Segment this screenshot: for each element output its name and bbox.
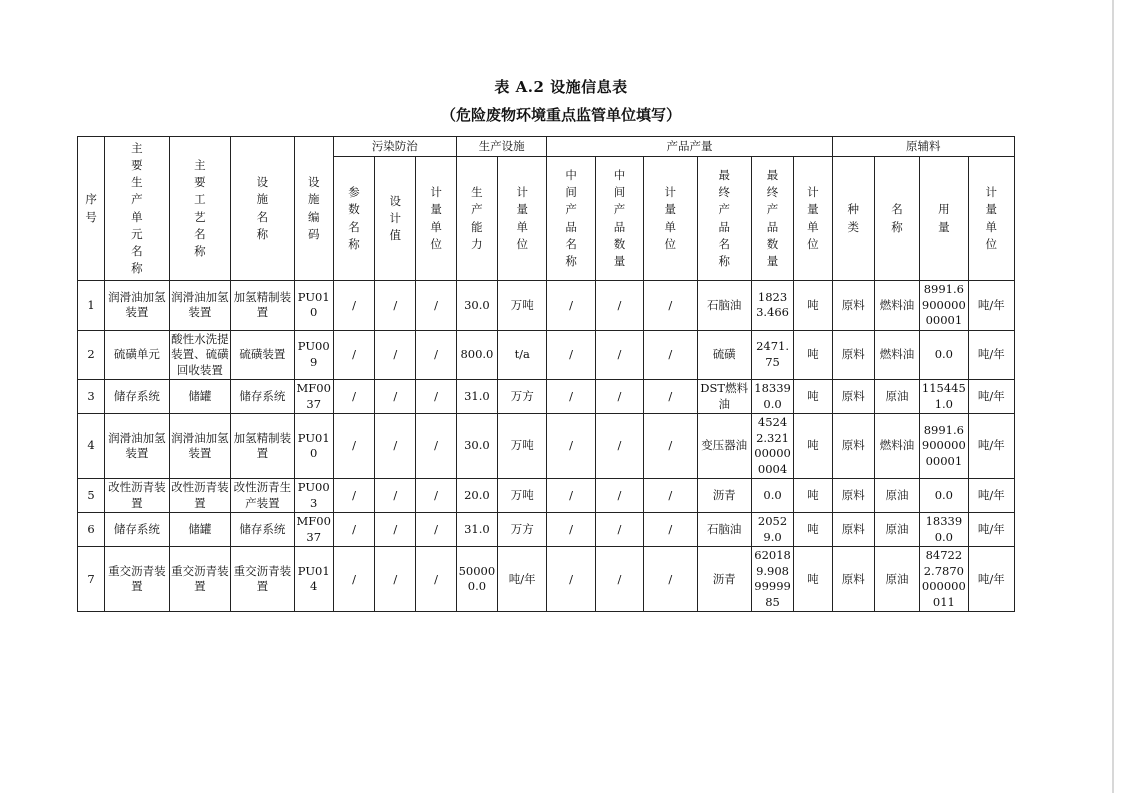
cell-code: MF0037 (294, 513, 333, 547)
cell-mat-type: 原料 (832, 479, 874, 513)
cell-design: / (375, 414, 416, 479)
cell-inter-qty: / (595, 414, 643, 479)
cell-design: / (375, 380, 416, 414)
cell-inter-name: / (547, 330, 595, 380)
cell-mat-name: 燃料油 (874, 414, 919, 479)
cell-pollution-unit: / (416, 414, 456, 479)
table-title: 表 A.2 设施信息表 (494, 78, 628, 96)
cell-inter-name: / (547, 380, 595, 414)
cell-unit: 硫磺单元 (105, 330, 169, 380)
cell-final-qty: 45242.321000000004 (751, 414, 793, 479)
cell-final-unit: 吨 (794, 281, 832, 331)
cell-inter-name: / (547, 479, 595, 513)
cell-capacity-unit: t/a (498, 330, 547, 380)
cell-pollution-unit: / (416, 547, 456, 612)
cell-capacity-unit: 万吨 (498, 479, 547, 513)
cell-pollution-unit: / (416, 281, 456, 331)
cell-facility: 改性沥青生产装置 (231, 479, 294, 513)
header-inter-unit: 计量单位 (644, 157, 697, 281)
cell-final-unit: 吨 (794, 380, 832, 414)
cell-capacity: 30.0 (456, 281, 497, 331)
cell-mat-usage: 8991.690000000001 (920, 414, 968, 479)
header-mat-type: 种类 (832, 157, 874, 281)
cell-capacity-unit: 万方 (498, 380, 547, 414)
cell-mat-unit: 吨/年 (968, 414, 1014, 479)
cell-param: / (333, 513, 374, 547)
header-final-name: 最终产品名称 (697, 157, 751, 281)
cell-final-name: 石脑油 (697, 513, 751, 547)
cell-inter-unit: / (644, 414, 697, 479)
table-row (78, 479, 1015, 513)
header-pollution-group: 污染防治 (333, 137, 456, 157)
cell-mat-name: 原油 (874, 513, 919, 547)
cell-seq: 2 (78, 330, 105, 380)
header-mat-name: 名称 (874, 157, 919, 281)
cell-unit: 润滑油加氢装置 (105, 281, 169, 331)
cell-code: PU009 (294, 330, 333, 380)
header-mat-unit: 计量单位 (968, 157, 1014, 281)
cell-capacity: 20.0 (456, 479, 497, 513)
cell-capacity: 31.0 (456, 513, 497, 547)
cell-facility: 储存系统 (231, 513, 294, 547)
cell-inter-name: / (547, 547, 595, 612)
cell-mat-usage: 1154451.0 (920, 380, 968, 414)
cell-mat-name: 燃料油 (874, 281, 919, 331)
cell-mat-unit: 吨/年 (968, 281, 1014, 331)
header-inter-name: 中间产品名称 (547, 157, 595, 281)
header-product-group: 产品产量 (547, 137, 832, 157)
cell-inter-name: / (547, 414, 595, 479)
cell-code: PU010 (294, 414, 333, 479)
cell-final-name: 沥青 (697, 547, 751, 612)
cell-unit: 储存系统 (105, 380, 169, 414)
cell-mat-type: 原料 (832, 547, 874, 612)
cell-final-name: 沥青 (697, 479, 751, 513)
cell-final-unit: 吨 (794, 414, 832, 479)
header-process: 主要工艺名称 (169, 137, 230, 281)
cell-param: / (333, 479, 374, 513)
header-inter-qty: 中间产品数量 (595, 157, 643, 281)
cell-inter-unit: / (644, 330, 697, 380)
header-code: 设施编码 (294, 137, 333, 281)
header-facility: 设施名称 (231, 137, 294, 281)
cell-mat-name: 燃料油 (874, 330, 919, 380)
cell-param: / (333, 330, 374, 380)
cell-process: 储罐 (169, 380, 230, 414)
cell-seq: 3 (78, 380, 105, 414)
cell-design: / (375, 479, 416, 513)
cell-design: / (375, 547, 416, 612)
facility-info-table (77, 136, 1015, 612)
cell-seq: 6 (78, 513, 105, 547)
cell-mat-unit: 吨/年 (968, 547, 1014, 612)
cell-inter-qty: / (595, 380, 643, 414)
header-final-qty: 最终产品数量 (751, 157, 793, 281)
cell-design: / (375, 513, 416, 547)
header-seq: 序号 (78, 137, 105, 281)
cell-code: PU014 (294, 547, 333, 612)
cell-final-name: DST燃料油 (697, 380, 751, 414)
cell-mat-name: 原油 (874, 547, 919, 612)
cell-pollution-unit: / (416, 380, 456, 414)
cell-inter-unit: / (644, 513, 697, 547)
cell-final-name: 石脑油 (697, 281, 751, 331)
header-final-unit: 计量单位 (794, 157, 832, 281)
cell-inter-unit: / (644, 547, 697, 612)
cell-inter-qty: / (595, 330, 643, 380)
cell-unit: 润滑油加氢装置 (105, 414, 169, 479)
cell-final-qty: 620189.9089999985 (751, 547, 793, 612)
cell-mat-usage: 183390.0 (920, 513, 968, 547)
cell-capacity-unit: 万吨 (498, 281, 547, 331)
cell-process: 酸性水洗提装置、硫磺回收装置 (169, 330, 230, 380)
cell-final-qty: 20529.0 (751, 513, 793, 547)
cell-final-unit: 吨 (794, 479, 832, 513)
cell-seq: 5 (78, 479, 105, 513)
cell-mat-unit: 吨/年 (968, 513, 1014, 547)
table-row (78, 380, 1015, 414)
table-subtitle: （危险废物环境重点监管单位填写） (440, 106, 681, 124)
cell-param: / (333, 414, 374, 479)
cell-mat-type: 原料 (832, 330, 874, 380)
cell-mat-unit: 吨/年 (968, 380, 1014, 414)
header-capacity: 生产能力 (456, 157, 497, 281)
cell-mat-unit: 吨/年 (968, 479, 1014, 513)
cell-inter-qty: / (595, 513, 643, 547)
cell-code: MF0037 (294, 380, 333, 414)
cell-capacity: 500000.0 (456, 547, 497, 612)
cell-design: / (375, 281, 416, 331)
cell-pollution-unit: / (416, 479, 456, 513)
cell-capacity: 31.0 (456, 380, 497, 414)
cell-facility: 加氢精制装置 (231, 281, 294, 331)
cell-process: 润滑油加氢装置 (169, 281, 230, 331)
cell-inter-unit: / (644, 281, 697, 331)
cell-facility: 重交沥青装置 (231, 547, 294, 612)
cell-unit: 改性沥青装置 (105, 479, 169, 513)
cell-pollution-unit: / (416, 330, 456, 380)
cell-seq: 1 (78, 281, 105, 331)
cell-process: 储罐 (169, 513, 230, 547)
cell-inter-name: / (547, 281, 595, 331)
cell-mat-usage: 0.0 (920, 479, 968, 513)
cell-mat-usage: 8991.690000000001 (920, 281, 968, 331)
cell-inter-name: / (547, 513, 595, 547)
cell-final-qty: 2471.75 (751, 330, 793, 380)
cell-mat-type: 原料 (832, 380, 874, 414)
cell-capacity: 800.0 (456, 330, 497, 380)
cell-facility: 硫磺装置 (231, 330, 294, 380)
cell-inter-unit: / (644, 380, 697, 414)
table-row (78, 281, 1015, 331)
cell-final-unit: 吨 (794, 330, 832, 380)
cell-mat-type: 原料 (832, 281, 874, 331)
cell-final-qty: 18233.466 (751, 281, 793, 331)
table-row (78, 513, 1015, 547)
cell-process: 改性沥青装置 (169, 479, 230, 513)
cell-seq: 7 (78, 547, 105, 612)
cell-mat-name: 原油 (874, 479, 919, 513)
cell-design: / (375, 330, 416, 380)
cell-param: / (333, 547, 374, 612)
cell-pollution-unit: / (416, 513, 456, 547)
cell-facility: 加氢精制装置 (231, 414, 294, 479)
cell-mat-type: 原料 (832, 414, 874, 479)
cell-final-qty: 0.0 (751, 479, 793, 513)
cell-mat-usage: 847222.7870000000011 (920, 547, 968, 612)
cell-inter-qty: / (595, 479, 643, 513)
table-row (78, 330, 1015, 380)
header-design: 设计值 (375, 157, 416, 281)
header-mat-usage: 用量 (920, 157, 968, 281)
header-pollution-unit: 计量单位 (416, 157, 456, 281)
cell-process: 润滑油加氢装置 (169, 414, 230, 479)
cell-code: PU003 (294, 479, 333, 513)
cell-param: / (333, 380, 374, 414)
header-param: 参数名称 (333, 157, 374, 281)
cell-param: / (333, 281, 374, 331)
header-material-group: 原辅料 (832, 137, 1014, 157)
cell-mat-type: 原料 (832, 513, 874, 547)
table-row (78, 547, 1015, 612)
cell-final-name: 硫磺 (697, 330, 751, 380)
cell-final-unit: 吨 (794, 513, 832, 547)
cell-inter-qty: / (595, 547, 643, 612)
cell-final-qty: 183390.0 (751, 380, 793, 414)
header-production-group: 生产设施 (456, 137, 547, 157)
cell-capacity-unit: 吨/年 (498, 547, 547, 612)
cell-capacity-unit: 万方 (498, 513, 547, 547)
header-capacity-unit: 计量单位 (498, 157, 547, 281)
cell-inter-qty: / (595, 281, 643, 331)
cell-unit: 储存系统 (105, 513, 169, 547)
cell-unit: 重交沥青装置 (105, 547, 169, 612)
cell-code: PU010 (294, 281, 333, 331)
header-unit: 主要生产单元名称 (105, 137, 169, 281)
table-row (78, 414, 1015, 479)
cell-capacity: 30.0 (456, 414, 497, 479)
cell-capacity-unit: 万吨 (498, 414, 547, 479)
cell-mat-name: 原油 (874, 380, 919, 414)
cell-process: 重交沥青装置 (169, 547, 230, 612)
cell-seq: 4 (78, 414, 105, 479)
cell-final-unit: 吨 (794, 547, 832, 612)
cell-facility: 储存系统 (231, 380, 294, 414)
cell-inter-unit: / (644, 479, 697, 513)
cell-mat-unit: 吨/年 (968, 330, 1014, 380)
cell-final-name: 变压器油 (697, 414, 751, 479)
cell-mat-usage: 0.0 (920, 330, 968, 380)
